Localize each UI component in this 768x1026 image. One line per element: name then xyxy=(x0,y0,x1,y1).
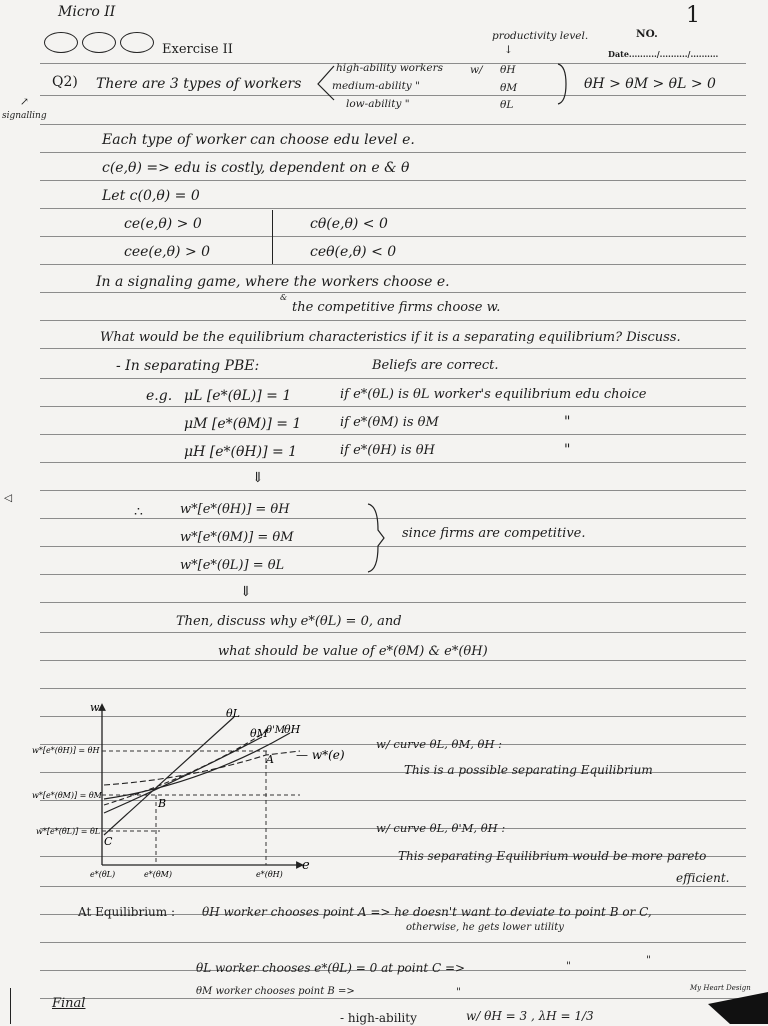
mu-low: μL [e*(θL)] = 1 xyxy=(184,388,292,404)
wage-medium: w*[e*(θM)] = θM xyxy=(180,530,294,545)
brace-right xyxy=(364,500,386,576)
x-tick-low: e*(θL) xyxy=(90,870,116,879)
what-value: what should be value of e*(θM) & e*(θH) xyxy=(218,644,488,659)
mu-medium-ditto: " xyxy=(564,414,571,430)
curve1-note: w/ curve θL, θM, θH : xyxy=(376,737,503,751)
x-tick-medium: e*(θM) xyxy=(144,870,172,879)
since-firms: since firms are competitive. xyxy=(402,526,586,541)
final-label: Final xyxy=(52,996,86,1011)
curve-label-l: θL xyxy=(226,707,240,720)
signaling-graph xyxy=(0,695,360,885)
wage-fn-label: — w*(e) xyxy=(296,748,345,762)
mu-high-cond: if e*(θH) is θH xyxy=(340,443,435,458)
cost-def: c(e,θ) => edu is costly, dependent on e & θ xyxy=(102,160,410,176)
equilibrium-lead: At Equilibrium : xyxy=(78,905,175,919)
point-a: A xyxy=(266,753,274,766)
curve-theta-h xyxy=(104,733,290,799)
y-tick-medium: w*[e*(θM)] = θM xyxy=(32,791,102,800)
productivity-label: productivity level. xyxy=(492,30,589,42)
theta-low: θL xyxy=(500,99,514,111)
equilibrium-line4: θM worker chooses point B => xyxy=(196,986,355,997)
type-high-w: w/ xyxy=(470,64,483,76)
equilibrium-line4-ditto: " xyxy=(456,986,461,998)
question-number: Q2) xyxy=(52,74,78,90)
point-c: C xyxy=(104,835,113,848)
margin-mark: ◁ xyxy=(4,492,13,504)
mu-high-ditto: " xyxy=(564,442,571,458)
curve2-note: w/ curve θL, θ'M, θH : xyxy=(376,821,506,835)
date-label: Date........../........../.......... xyxy=(608,49,719,59)
y-tick-low: w*[e*(θL)] = θL xyxy=(36,827,101,836)
curve2-desc: This separating Equilibrium would be more pareto xyxy=(398,849,707,863)
theta-high: θH xyxy=(500,64,516,76)
therefore-icon: ∴ xyxy=(134,504,143,520)
beliefs-correct: Beliefs are correct. xyxy=(372,358,499,373)
equilibrium-line3-ditto2: " xyxy=(646,954,651,966)
curve-label-h: θH xyxy=(284,723,301,736)
mu-high: μH [e*(θH)] = 1 xyxy=(184,444,298,460)
curve1-desc: This is a possible separating Equilibrium xyxy=(404,763,653,777)
type-low: low-ability " xyxy=(346,98,410,110)
arrow-up-icon: ↗ xyxy=(20,96,29,108)
curve-theta-m-prime xyxy=(104,729,270,805)
page-corner xyxy=(700,992,768,1024)
curve-label-m: θM xyxy=(250,727,268,740)
header-circle xyxy=(82,32,116,53)
no-label: NO. xyxy=(636,28,658,40)
down-arrow-icon: ⇓ xyxy=(240,584,252,600)
type-high: high-ability workers xyxy=(336,62,444,74)
x-axis-label: e xyxy=(302,858,310,873)
curve2-desc2: efficient. xyxy=(676,871,730,885)
equilibrium-line2: otherwise, he gets lower utility xyxy=(406,922,564,933)
page-number: 1 xyxy=(686,3,700,28)
curve-theta-l xyxy=(104,717,234,835)
header-circle xyxy=(120,32,154,53)
divider xyxy=(272,210,273,264)
equilibrium-line1: θH worker chooses point A => he doesn't want to deviate to point B or C, xyxy=(202,905,652,919)
header-circle xyxy=(44,32,78,53)
theta-medium: θM xyxy=(500,82,518,94)
type-medium: medium-ability " xyxy=(332,80,420,92)
arrow-down-icon: ↓ xyxy=(504,44,513,56)
equilibrium-line3: θL worker chooses e*(θL) = 0 at point C => xyxy=(196,961,466,975)
equilibrium-line3-ditto: " xyxy=(566,960,571,972)
question-intro: There are 3 types of workers xyxy=(96,76,302,92)
ctheta-cond: cθ(e,θ) < 0 xyxy=(310,216,388,232)
mu-medium-cond: if e*(θM) is θM xyxy=(340,415,439,430)
signalling-note: signalling xyxy=(2,111,47,121)
y-axis-label: w xyxy=(90,701,100,714)
params-label: w/ θH = 3 , λH = 1/3 xyxy=(466,1009,594,1023)
let-c: Let c(0,θ) = 0 xyxy=(102,188,200,204)
mu-low-cond: if e*(θL) is θL worker's equilibrium edu choice xyxy=(340,387,647,402)
margin-line xyxy=(10,988,11,1024)
curve-label-m-prime: θ'M xyxy=(266,725,286,736)
eg: e.g. xyxy=(146,388,173,404)
cetheta-cond: ceθ(e,θ) < 0 xyxy=(310,244,397,260)
signaling-game: In a signaling game, where the workers choose e. xyxy=(96,274,450,290)
then-discuss: Then, discuss why e*(θL) = 0, and xyxy=(176,614,402,629)
point-b: B xyxy=(158,797,167,810)
exercise-title: Exercise II xyxy=(162,42,233,57)
theta-ordering: θH > θM > θL > 0 xyxy=(584,76,716,92)
edu-choice: Each type of worker can choose edu level e. xyxy=(102,132,415,148)
mu-medium: μM [e*(θM)] = 1 xyxy=(184,416,302,432)
wage-low: w*[e*(θL)] = θL xyxy=(180,558,285,573)
course-title: Micro II xyxy=(58,4,116,20)
cee-cond: cee(e,θ) > 0 xyxy=(124,244,211,260)
question-text: What would be the equilibrium characteristics if it is a separating equilibrium? Discuss. xyxy=(100,330,681,345)
firms-choose: the competitive firms choose w. xyxy=(292,300,501,315)
high-ability-label: - high-ability xyxy=(340,1011,417,1025)
brace-right xyxy=(554,60,570,108)
brand-label: My Heart Design xyxy=(690,984,751,992)
ampersand: & xyxy=(280,293,288,302)
separating-pbe: - In separating PBE: xyxy=(116,358,260,374)
wage-high: w*[e*(θH)] = θH xyxy=(180,502,290,517)
y-tick-high: w*[e*(θH)] = θH xyxy=(32,746,100,755)
x-tick-high: e*(θH) xyxy=(256,870,283,879)
ce-cond: ce(e,θ) > 0 xyxy=(124,216,202,232)
down-arrow-icon: ⇓ xyxy=(252,470,264,486)
